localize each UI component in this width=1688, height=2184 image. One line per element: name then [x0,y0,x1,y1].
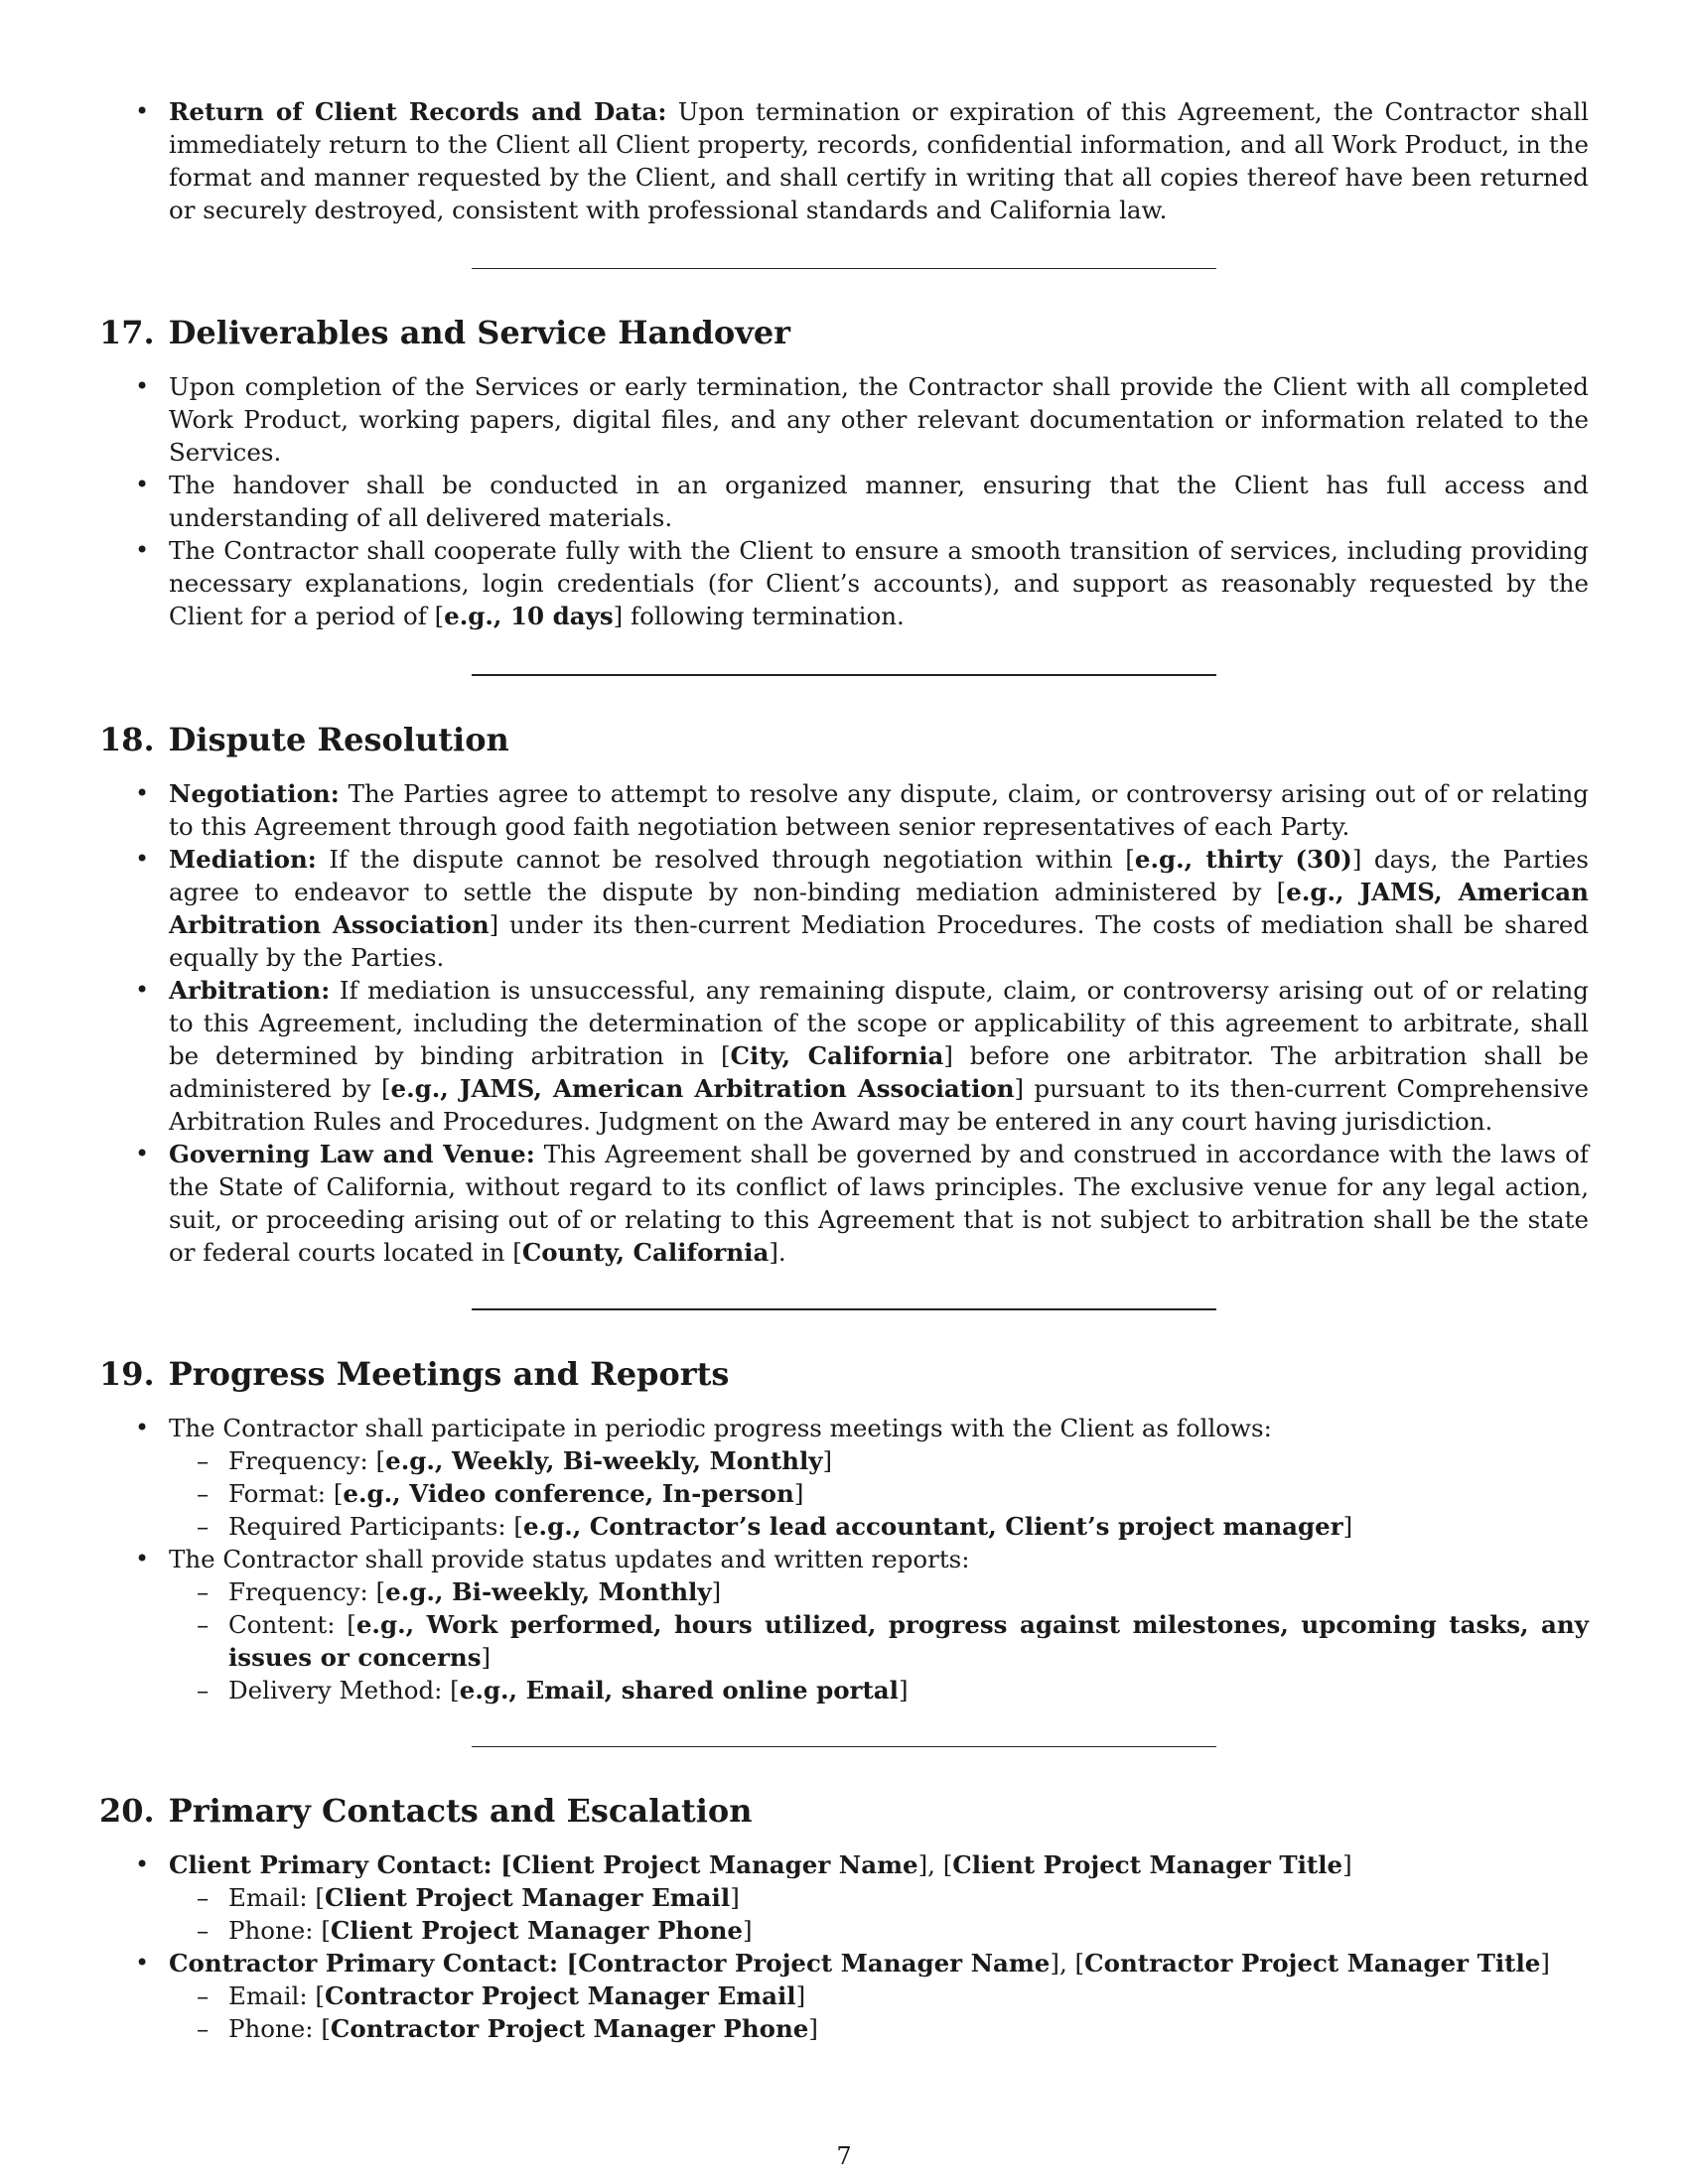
sub-item: – Required Participants: [e.g., Contractor’s lead accountant, Client’s project manager] [169,1510,1589,1543]
section-18 [99,720,1589,1269]
section-heading [99,1791,1589,1831]
section-17 [99,313,1589,632]
list-item-reports: • The Contractor shall provide status updates and written reports: – Frequency: [e.g., Bi-weekly, Monthly] – Content: [e.g., Work performed, hours utilized, progress against milestones, upcoming tasks, any issues or concerns] – Delivery Method: [e.g., Email, shared online portal] [99,1543,1589,1706]
list-item-meetings: • The Contractor shall participate in periodic progress meetings with the Client as follows: – Frequency: [e.g., Weekly, Bi-weekly, Monthly] – Format: [e.g., Video conference, In-person] – Required Participants: [e.g., Contractor’s lead accountant, Client’s project manager] [99,1412,1589,1543]
section-number: 17. [99,314,155,351]
sub-item: – Email: [Client Project Manager Email] [169,1881,1589,1914]
section-title: Progress Meetings and Reports [168,1355,730,1393]
section-number: 18. [99,721,155,758]
list-item-contractor-contact: • Contractor Primary Contact: [Contractor Project Manager Name], [Contractor Project Manager Title] – Email: [Contractor Project Manager Email] – Phone: [Contractor Project Manager Phone] [99,1947,1589,2045]
sub-list [169,1444,1589,1543]
sub-list [169,1881,1589,1947]
section-number: 20. [99,1792,155,1830]
section-19-list [99,1412,1589,1706]
sub-item: – Delivery Method: [e.g., Email, shared online portal] [169,1674,1589,1706]
section-heading [99,1354,1589,1394]
sub-item: – Phone: [Client Project Manager Phone] [169,1914,1589,1947]
section-19 [99,1354,1589,1706]
list-item: • The Contractor shall cooperate fully with the Client to ensure a smooth transition of services, including providing necessary explanations, login credentials (for Client’s accounts), and support as reasonably requested by the Client for a period of [e.g., 10 days] following termination. [99,534,1589,632]
sub-item: – Email: [Contractor Project Manager Email] [169,1979,1589,2012]
item-text: Upon termination or expiration of this Agreement, the Contractor shall immediately return to the Client all Client property, records, confidential information, and all Work Product, in the format and manner requested by the Client, and shall certify in writing that all copies thereof have been returned or securely destroyed, consistent with professional standards and California law. [169,97,1589,224]
list-item-governing-law: • Governing Law and Venue: This Agreement shall be governed by and construed in accordance with the laws of the State of California, without regard to its conflict of laws principles. The exclusive venue for any legal action, suit, or proceeding arising out of or relating to this Agreement that is not subject to arbitration shall be the state or federal courts located in [County, California]. [99,1138,1589,1269]
list-item: • Upon completion of the Services or early termination, the Contractor shall provide the Client with all completed Work Product, working papers, digital files, and any other relevant documentation or information related to the Services. [99,370,1589,469]
list-item-negotiation: • Negotiation: The Parties agree to attempt to resolve any dispute, claim, or controversy arising out of or relating to this Agreement through good faith negotiation between senior representatives of each Party. [99,777,1589,843]
sub-item: – Frequency: [e.g., Bi-weekly, Monthly] [169,1575,1589,1608]
list-item-client-contact: • Client Primary Contact: [Client Project Manager Name], [Client Project Manager Title] – Email: [Client Project Manager Email] – Phone: [Client Project Manager Phone] [99,1848,1589,1947]
section-17-list [99,370,1589,632]
list-item-mediation: • Mediation: If the dispute cannot be resolved through negotiation within [e.g., thirty (30)] days, the Parties agree to endeavor to settle the dispute by non-binding mediation administered by [e.g., JAMS, American Arbitration Association] under its then-current Mediation Procedures. The costs of mediation shall be shared equally by the Parties. [99,843,1589,974]
section-heading [99,720,1589,759]
sub-list [169,1979,1589,2045]
section-number: 19. [99,1355,155,1393]
item-label: Return of Client Records and Data: [169,97,667,126]
section-title: Primary Contacts and Escalation [168,1792,753,1830]
sub-list [169,1575,1589,1706]
section-18-list [99,777,1589,1269]
sub-item: – Frequency: [e.g., Weekly, Bi-weekly, Monthly] [169,1444,1589,1477]
sub-item: – Phone: [Contractor Project Manager Phone] [169,2012,1589,2045]
section-divider [472,268,1216,269]
page-content [99,95,1589,2045]
list-item-return-of-records [99,95,1589,226]
section-20 [99,1791,1589,2045]
list-item-arbitration: • Arbitration: If mediation is unsuccessful, any remaining dispute, claim, or controversy arising out of or relating to this Agreement, including the determination of the scope or applicability of this agreement to arbitrate, shall be determined by binding arbitration in [City, California] before one arbitrator. The arbitration shall be administered by [e.g., JAMS, American Arbitration Association] pursuant to its then-current Comprehensive Arbitration Rules and Procedures. Judgment on the Award may be entered in any court having jurisdiction. [99,974,1589,1138]
section-title: Dispute Resolution [168,721,509,758]
list-item: • The handover shall be conducted in an organized manner, ensuring that the Client has full access and understanding of all delivered materials. [99,469,1589,534]
section-divider [472,1746,1216,1747]
section-title: Deliverables and Service Handover [168,314,791,351]
intro-list [99,95,1589,226]
sub-item: – Format: [e.g., Video conference, In-person] [169,1477,1589,1510]
sub-item: – Content: [e.g., Work performed, hours utilized, progress against milestones, upcoming tasks, any issues or concerns] [169,1608,1589,1674]
section-divider [472,674,1216,676]
section-divider [472,1308,1216,1310]
page-number: 7 [836,2142,852,2170]
section-20-list [99,1848,1589,2045]
section-heading [99,313,1589,352]
